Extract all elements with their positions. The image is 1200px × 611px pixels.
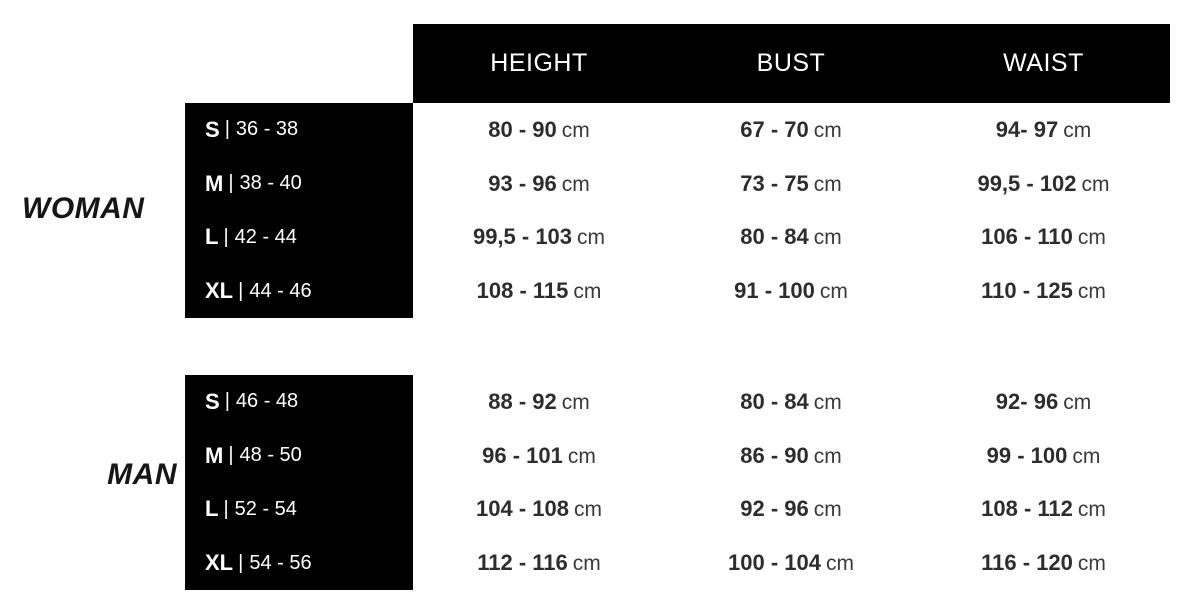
size-code: XL (205, 550, 234, 576)
unit: cm (567, 444, 596, 468)
cell-waist (917, 496, 1170, 522)
unit: cm (1063, 118, 1092, 142)
size-row (185, 211, 413, 265)
unit: cm (1063, 390, 1092, 414)
value: 99,5 - 103 (472, 224, 573, 250)
unit: cm (813, 444, 842, 468)
value: 99,5 - 102 (977, 170, 1077, 196)
value: 80 - 84 (740, 388, 809, 414)
column-header-bust: BUST (756, 49, 826, 77)
value: 112 - 116 (477, 550, 568, 576)
cell-bust (665, 117, 917, 143)
unit: cm (1072, 444, 1101, 468)
size-range: 52 - 54 (234, 497, 297, 520)
cell-waist (917, 550, 1170, 576)
size-range: 46 - 48 (235, 390, 299, 413)
unit: cm (561, 118, 590, 142)
cell-height (413, 117, 665, 143)
table-header-band (413, 24, 1170, 103)
size-row (185, 157, 413, 211)
size-separator: | (238, 279, 244, 302)
size-row (185, 375, 413, 429)
size-row (185, 483, 413, 537)
unit: cm (813, 226, 842, 250)
value: 92- 96 (995, 388, 1059, 414)
size-code: L (205, 496, 219, 522)
size-code: M (205, 442, 224, 468)
value: 104 - 108 (476, 496, 569, 522)
unit: cm (1077, 226, 1106, 250)
cell-height (413, 224, 665, 250)
cell-height (413, 389, 665, 415)
size-range: 54 - 56 (249, 551, 312, 574)
unit: cm (561, 390, 590, 414)
value: 99 - 100 (986, 442, 1068, 468)
size-separator: | (223, 225, 229, 248)
unit: cm (813, 390, 842, 414)
cell-waist (917, 443, 1170, 469)
table-row (413, 103, 1170, 157)
table-row (413, 483, 1170, 537)
size-range: 38 - 40 (239, 172, 302, 195)
size-row (185, 536, 413, 590)
value: 116 - 120 (981, 550, 1073, 576)
size-separator: | (228, 444, 234, 467)
size-row (185, 429, 413, 483)
value: 108 - 115 (476, 278, 569, 304)
size-code: XL (205, 278, 234, 304)
value: 67 - 70 (740, 116, 809, 142)
size-code: L (205, 224, 219, 250)
size-range: 48 - 50 (239, 444, 302, 467)
size-separator: | (228, 172, 234, 195)
size-separator: | (223, 497, 229, 520)
size-separator: | (238, 551, 244, 574)
cell-waist (917, 117, 1170, 143)
table-row (413, 264, 1170, 318)
unit: cm (577, 226, 606, 250)
cell-waist (917, 224, 1170, 250)
value: 110 - 125 (981, 278, 1073, 304)
cell-bust (665, 550, 917, 576)
value: 94- 97 (995, 116, 1059, 142)
cell-height (413, 550, 665, 576)
table-row (413, 157, 1170, 211)
value: 88 - 92 (488, 388, 557, 414)
cell-bust (665, 224, 917, 250)
cell-waist (917, 278, 1170, 304)
cell-bust (665, 496, 917, 522)
cell-waist (917, 171, 1170, 197)
size-separator: | (224, 118, 230, 141)
unit: cm (813, 118, 842, 142)
size-row (185, 103, 413, 157)
size-separator: | (224, 390, 230, 413)
size-range: 36 - 38 (235, 118, 299, 141)
unit: cm (819, 280, 848, 304)
unit: cm (561, 172, 590, 196)
size-block-woman (185, 103, 413, 318)
size-code: S (205, 116, 220, 142)
value: 106 - 110 (981, 224, 1073, 250)
table-row (413, 429, 1170, 483)
value: 100 - 104 (728, 550, 821, 576)
value: 108 - 112 (981, 496, 1073, 522)
table-row (413, 211, 1170, 265)
size-block-man (185, 375, 413, 590)
value: 92 - 96 (740, 496, 809, 522)
cell-height (413, 496, 665, 522)
unit: cm (813, 172, 842, 196)
cell-height (413, 443, 665, 469)
column-header-height: HEIGHT (490, 49, 588, 77)
unit: cm (1077, 280, 1106, 304)
value: 80 - 84 (740, 224, 809, 250)
size-row (185, 264, 413, 318)
measurements-man (413, 375, 1170, 590)
column-header-waist: WAIST (1003, 49, 1084, 77)
unit: cm (1077, 552, 1106, 576)
cell-bust (665, 443, 917, 469)
group-label-woman: WOMAN (22, 192, 145, 225)
size-range: 42 - 44 (234, 225, 297, 248)
unit: cm (1081, 172, 1110, 196)
table-row (413, 536, 1170, 590)
cell-height (413, 171, 665, 197)
size-code: M (205, 170, 224, 196)
size-code: S (205, 388, 220, 414)
cell-height (413, 278, 665, 304)
size-range: 44 - 46 (249, 279, 312, 302)
value: 91 - 100 (734, 278, 815, 304)
unit: cm (813, 498, 842, 522)
cell-bust (665, 389, 917, 415)
unit: cm (572, 552, 601, 576)
cell-waist (917, 389, 1170, 415)
unit: cm (573, 498, 602, 522)
cell-bust (665, 171, 917, 197)
cell-bust (665, 278, 917, 304)
value: 93 - 96 (488, 170, 557, 196)
value: 86 - 90 (740, 442, 809, 468)
unit: cm (573, 280, 602, 304)
value: 96 - 101 (482, 442, 563, 468)
value: 73 - 75 (740, 170, 809, 196)
table-row (413, 375, 1170, 429)
unit: cm (825, 552, 854, 576)
group-label-man: MAN (107, 458, 177, 491)
unit: cm (1077, 498, 1106, 522)
value: 80 - 90 (488, 116, 557, 142)
measurements-woman (413, 103, 1170, 318)
